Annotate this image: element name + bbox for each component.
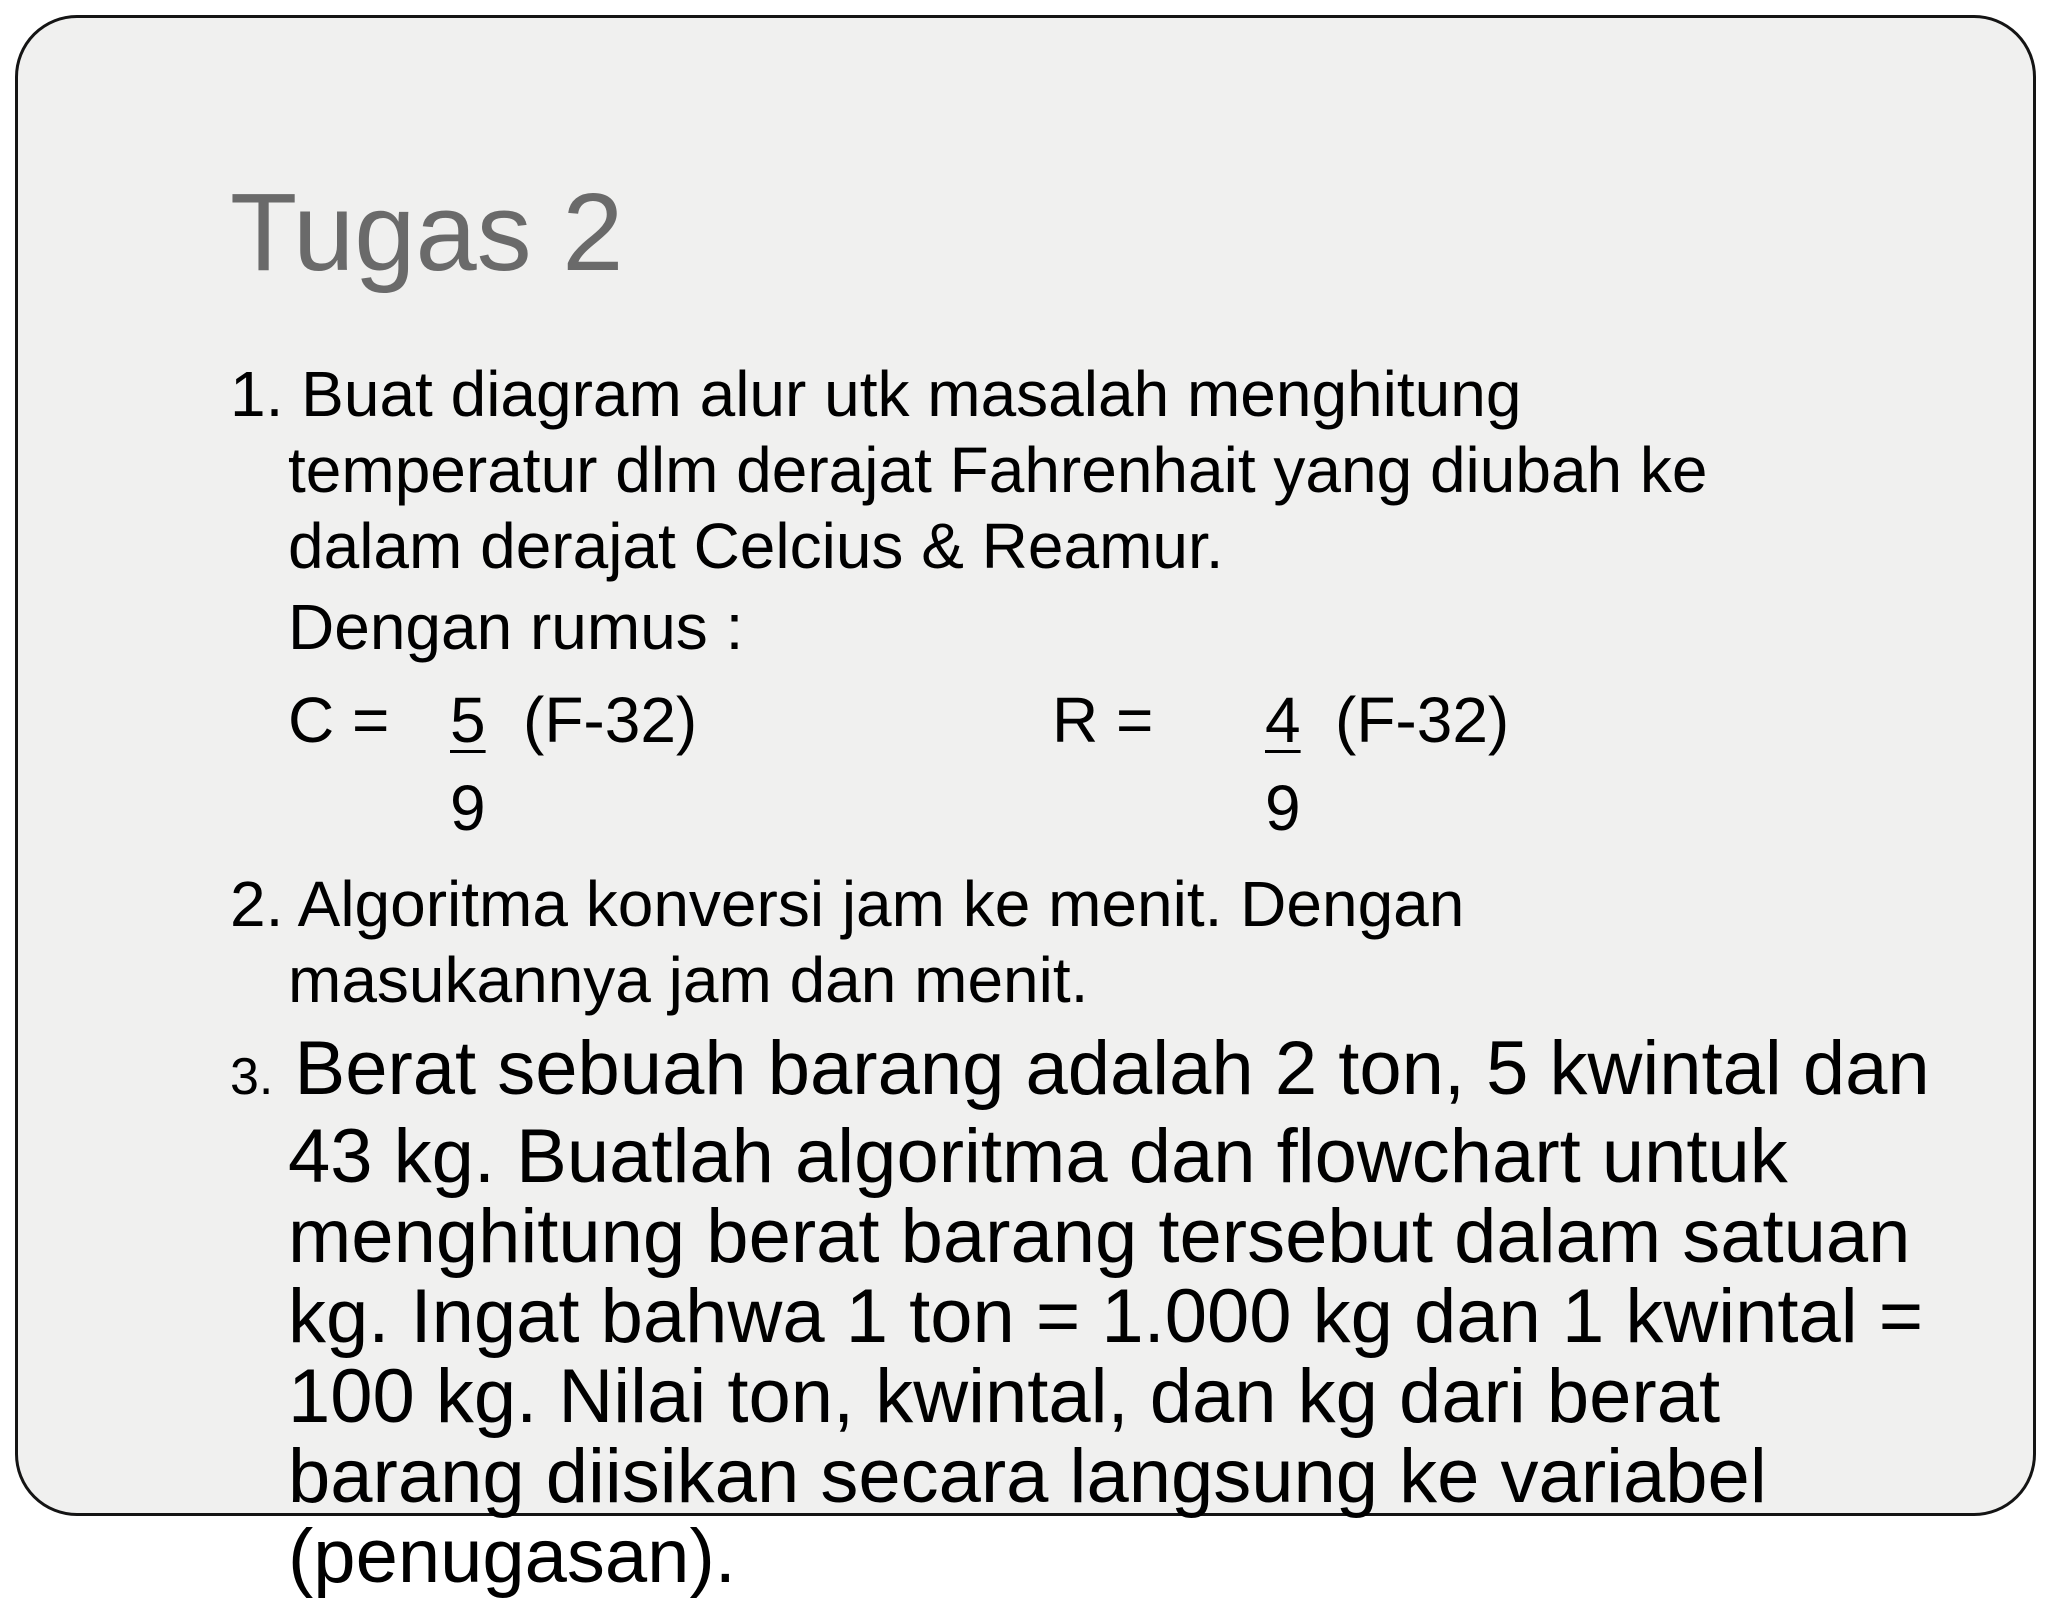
task-3-number: 3. — [230, 1048, 274, 1106]
formula-intro: Dengan rumus : — [288, 591, 744, 663]
task-1 — [230, 356, 1708, 584]
formula-r-denominator: 9 — [1265, 772, 1301, 844]
formula-c-lhs: C = — [288, 684, 390, 756]
formula-c-denominator: 9 — [450, 772, 486, 844]
formula-r-rhs: (F-32) — [1335, 684, 1510, 756]
task-3-line-4: kg. Ingat bahwa 1 ton = 1.000 kg dan 1 kwintal = — [288, 1274, 1924, 1359]
task-1-line-1: 1. Buat diagram alur utk masalah menghitung — [230, 358, 1522, 430]
formula-c-numerator: 5 — [450, 684, 486, 756]
task-1-line-3: dalam derajat Celcius & Reamur. — [288, 510, 1224, 582]
slide-frame — [15, 15, 2036, 1599]
formula-c-rhs: (F-32) — [523, 684, 698, 756]
task-3-line-2: 43 kg. Buatlah algoritma dan flowchart untuk — [288, 1114, 1788, 1199]
task-3-line-7: (penugasan). — [288, 1514, 736, 1599]
task-2-number: 2. — [230, 868, 284, 940]
task-3-line-3: menghitung berat barang tersebut dalam satuan — [288, 1194, 1911, 1279]
task-3 — [230, 1026, 1930, 1599]
slide-title: Tugas 2 — [230, 171, 624, 294]
task-2 — [230, 866, 1464, 1018]
task-2-line-1: 2. Algoritma konversi jam ke menit. Dengan — [230, 868, 1465, 940]
formula-r-lhs: R = — [1052, 684, 1154, 756]
formula-r-numerator: 4 — [1265, 684, 1301, 756]
task-3-line-5: 100 kg. Nilai ton, kwintal, dan kg dari berat — [288, 1354, 1721, 1439]
task-2-line-2: masukannya jam dan menit. — [288, 944, 1089, 1016]
task-1-line-2: temperatur dlm derajat Fahrenhait yang diubah ke — [288, 434, 1708, 506]
task-1-number: 1. — [230, 358, 284, 430]
task-3-line-1: 3. Berat sebuah barang adalah 2 ton, 5 kwintal dan — [230, 1026, 1930, 1111]
task-3-line-6: barang diisikan secara langsung ke variabel — [288, 1434, 1767, 1519]
